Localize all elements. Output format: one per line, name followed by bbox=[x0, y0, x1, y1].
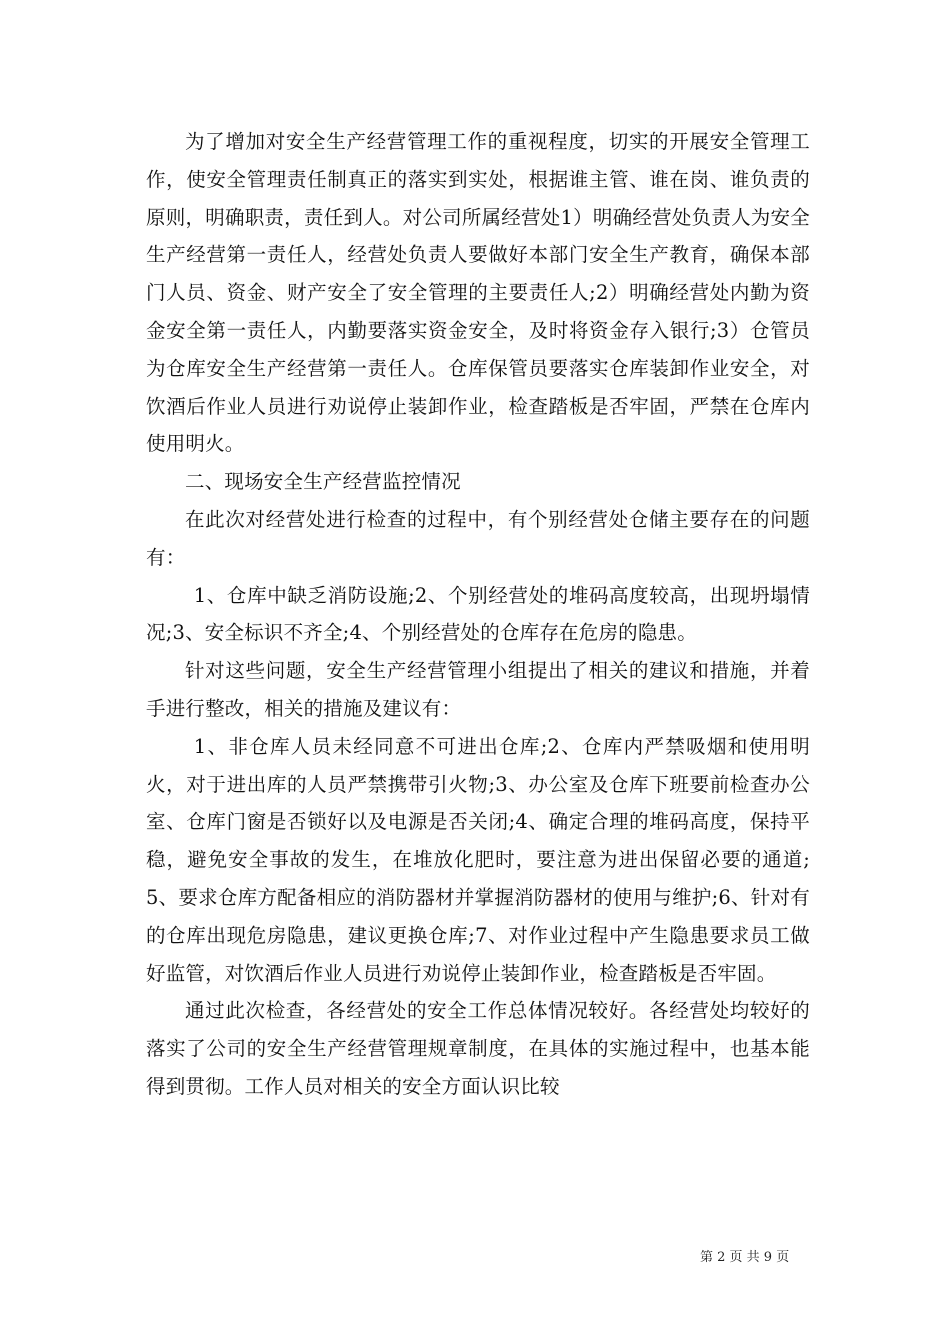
paragraph-inspection-intro: 在此次对经营处进行检查的过程中，有个别经营处仓储主要存在的问题有： bbox=[146, 507, 810, 569]
paragraph-responsibility: 为了增加对安全生产经营管理工作的重视程度，切实的开展安全管理工作，使安全管理责任制真正的落实到实处，根据谁主管、谁在岗、谁负责的原则，明确职责，责任到人。对公司所属经营处1）明确经营处负责人为安全生产经营第一责任人，经营处负责人要做好本部门安全生产教育，确保本部门人员、资金、财产安全了安全管理的主要责任人;2）明确经营处内勤为资金安全第一责任人，内勤要落实资金安全，及时将资金存入银行;3）仓管员为仓库安全生产经营第一责任人。仓库保管员要落实仓库装卸作业安全，对饮酒后作业人员进行劝说停止装卸作业，检查踏板是否牢固，严禁在仓库内使用明火。 bbox=[146, 130, 810, 456]
paragraph-measures-list: 1、非仓库人员未经同意不可进出仓库;2、仓库内严禁吸烟和使用明火，对于进出库的人员严禁携带引火物;3、办公室及仓库下班要前检查办公室、仓库门窗是否锁好以及电源是否关闭;4、确定合理的堆码高度，保持平稳，避免安全事故的发生，在堆放化肥时，要注意为进出保留必要的通道;5、要求仓库方配备相应的消防器材并掌握消防器材的使用与维护;6、针对有的仓库出现危房隐患，建议更换仓库;7、对作业过程中产生隐患要求员工做好监管，对饮酒后作业人员进行劝说停止装卸作业，检查踏板是否牢固。 bbox=[146, 734, 810, 985]
paragraph-conclusion: 通过此次检查，各经营处的安全工作总体情况较好。各经营处均较好的落实了公司的安全生产经营管理规章制度，在具体的实施过程中，也基本能得到贯彻。工作人员对相关的安全方面认识比较 bbox=[146, 999, 810, 1098]
document-body bbox=[146, 123, 810, 1106]
paragraph-problem-list: 1、仓库中缺乏消防设施;2、个别经营处的堆码高度较高，出现坍塌情况;3、安全标识不齐全;4、个别经营处的仓库存在危房的隐患。 bbox=[146, 583, 810, 645]
paragraph-measures-intro: 针对这些问题，安全生产经营管理小组提出了相关的建议和措施，并着手进行整改，相关的措施及建议有： bbox=[146, 659, 810, 720]
page-number-footer: 第 2 页 共 9 页 bbox=[700, 1250, 790, 1265]
section-heading-site-monitoring: 二、现场安全生产经营监控情况 bbox=[185, 470, 461, 494]
